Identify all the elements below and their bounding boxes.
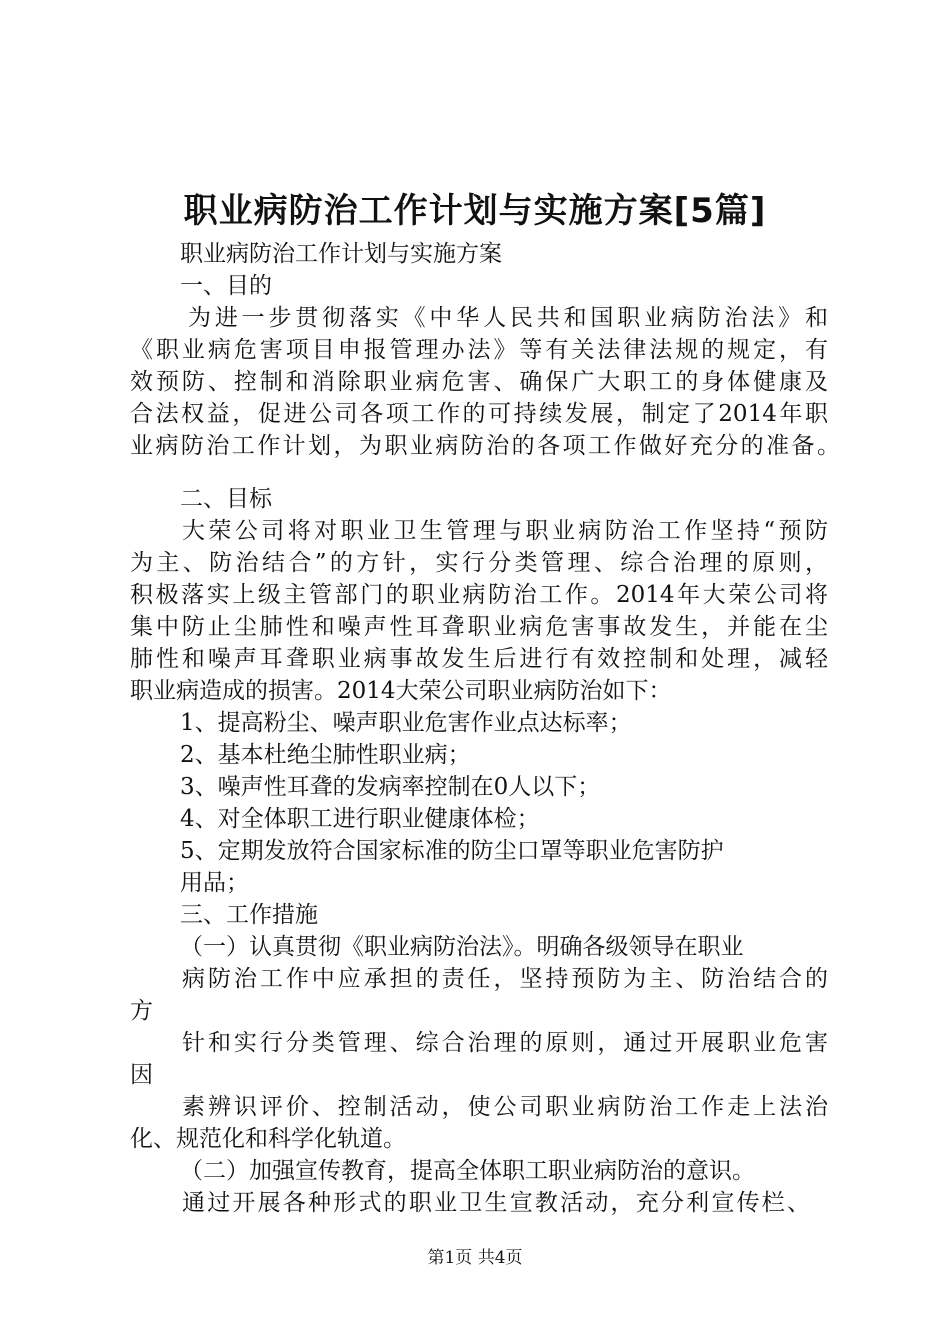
paragraph-line: 职业病造成的损害。2014大荣公司职业病防治如下： [130, 678, 672, 704]
paragraph-line: 素辨识评价、控制活动，使公司职业病防治工作走上法治 [182, 1094, 828, 1120]
paragraph-line: （二）加强宣传教育，提高全体职工职业病防治的意识。 [180, 1158, 755, 1184]
paragraph-line: 方 [130, 998, 153, 1024]
heading-purpose: 一、目的 [180, 273, 272, 299]
list-item: 4、对全体职工进行职业健康体检； [180, 806, 540, 832]
list-item: 1、提高粉尘、噪声职业危害作业点达标率； [180, 710, 632, 736]
paragraph-line: 病防治工作中应承担的责任，坚持预防为主、防治结合的 [182, 966, 828, 992]
paragraph-line: 《职业病危害项目申报管理办法》等有关法律法规的规定，有 [130, 337, 828, 363]
paragraph-line: 为主、防治结合”的方针，实行分类管理、综合治理的原则， [130, 550, 828, 576]
heading-measures: 三、工作措施 [180, 902, 318, 928]
paragraph-line: 效预防、控制和消除职业病危害、确保广大职工的身体健康及 [130, 369, 828, 395]
list-item: 5、定期发放符合国家标准的防尘口罩等职业危害防护 [180, 838, 724, 864]
document-title: 职业病防治工作计划与实施方案[5篇] [183, 191, 767, 231]
paragraph-line: 通过开展各种形式的职业卫生宣教活动，充分利宣传栏、 [182, 1190, 810, 1216]
paragraph-line: 肺性和噪声耳聋职业病事故发生后进行有效控制和处理，减轻 [130, 646, 828, 672]
heading-goals: 二、目标 [180, 486, 272, 512]
paragraph-line: 业病防治工作计划，为职业病防治的各项工作做好充分的准备。 [130, 433, 840, 459]
paragraph-line: 大荣公司将对职业卫生管理与职业病防治工作坚持“预防 [182, 518, 828, 544]
paragraph-line: 合法权益，促进公司各项工作的可持续发展，制定了2014年职 [130, 401, 828, 427]
paragraph-line: 积极落实上级主管部门的职业病防治工作。2014年大荣公司将 [130, 582, 828, 608]
paragraph-line: 集中防止尘肺性和噪声性耳聋职业病危害事故发生，并能在尘 [130, 614, 828, 640]
paragraph-line: 因 [130, 1062, 153, 1088]
list-item-continuation: 用品； [180, 870, 249, 896]
paragraph-line: 化、规范化和科学化轨道。 [130, 1126, 406, 1152]
paragraph-line: 针和实行分类管理、综合治理的原则，通过开展职业危害 [182, 1030, 828, 1056]
paragraph-line: （一）认真贯彻《职业病防治法》。明确各级领导在职业 [180, 934, 744, 960]
list-item: 3、噪声性耳聋的发病率控制在0人以下； [180, 774, 601, 800]
list-item: 2、基本杜绝尘肺性职业病； [180, 742, 471, 768]
page-footer: 第1页 共4页 [427, 1248, 523, 1268]
paragraph-line: 为进一步贯彻落实《中华人民共和国职业病防治法》和 [188, 305, 828, 331]
subtitle-line: 职业病防治工作计划与实施方案 [180, 241, 502, 267]
